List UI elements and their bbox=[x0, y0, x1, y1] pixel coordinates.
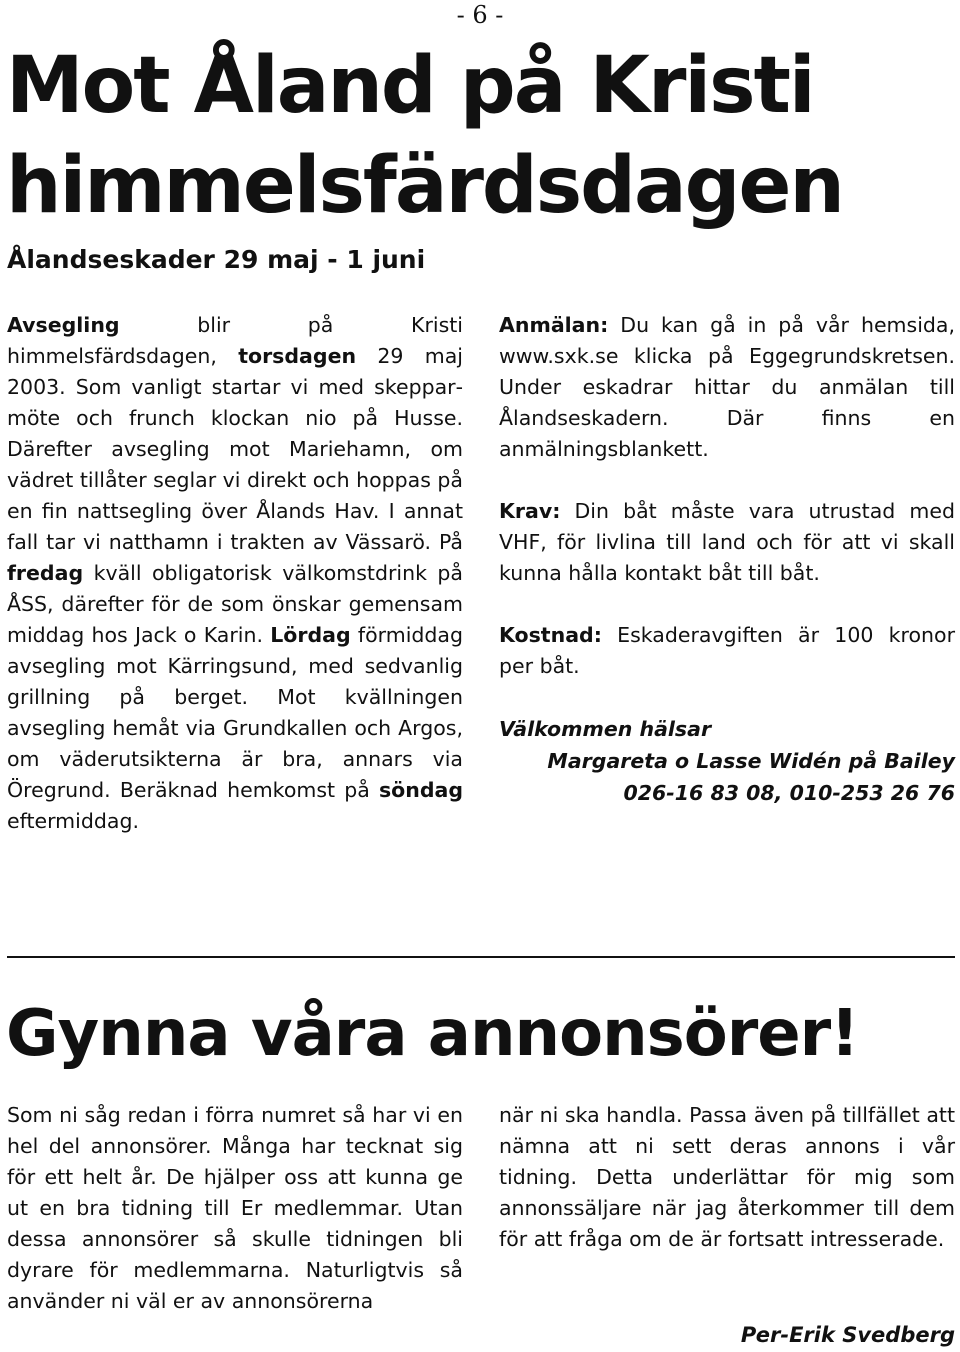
paragraph-gap bbox=[499, 465, 955, 496]
itinerary-text-b: 29 maj 2003. Som vanligt startar vi med skepparmöte och frunch klockan nio på Husse. Därefter avsegling mot Mariehamn, om vädret tillåter seglar vi direkt och hoppas på en fin nattsegling över Ålands Hav. I annat fall tar vi natthamn i trakten av Vässarö. På bbox=[7, 344, 463, 554]
article-title-line-1: Mot Åland på Kristi bbox=[6, 41, 814, 131]
article-body-right-column bbox=[499, 310, 955, 809]
requirements-text: Din båt måste vara utrustad med VHF, för livlina till land och för att vi skall kunna hålla kontakt båt till båt. bbox=[499, 499, 955, 585]
article-body-left-column bbox=[7, 310, 463, 837]
krav-label: Krav: bbox=[499, 499, 561, 523]
itinerary-text-c: kväll obligatorisk välkomstdrink på ÅSS, därefter för de som önskar gemensam middag hos Jack o Karin. bbox=[7, 561, 463, 647]
advertisers-left-column bbox=[7, 1100, 463, 1317]
cost-text: Eskaderavgiften är 100 kronor per båt. bbox=[499, 623, 955, 678]
paragraph-gap bbox=[499, 682, 955, 713]
page-number: - 6 - bbox=[456, 1, 504, 29]
avsegling-label: Avsegling bbox=[7, 313, 120, 337]
advertisers-right-column bbox=[499, 1100, 955, 1255]
advertisers-text-right: när ni ska handla. Passa även på tillfället att nämna att ni sett deras annons i vår tidning. Detta underlättar för mig som annonssäljare när jag återkommer till dem för att fråga om de är fortsatt intresserade. bbox=[499, 1103, 955, 1251]
signer-line: Margareta o Lasse Widén på Bailey bbox=[547, 749, 955, 773]
itinerary-text-d: förmiddag avsegling mot Kärringsund, med sedvanlig grillning på berget. Mot kvällningen avsegling hemåt via Grundkallen och Argos, om väderutsikterna är bra, annars via Öregrund. Beräknad hemkomst på bbox=[7, 623, 463, 802]
anmalan-label: Anmälan: bbox=[499, 313, 609, 337]
advertisers-text-left: Som ni såg redan i förra numret så har vi en hel del annonsörer. Många har tecknat sig för ett helt år. De hjälper oss att kunna ge ut en bra tidning till Er medlemmar. Utan dessa annonsörer så skulle tidningen bli dyrare för medlemmarna. Naturligtvis så använder ni väl er av annonsörerna bbox=[7, 1103, 463, 1313]
torsdagen-label: torsdagen bbox=[238, 344, 357, 368]
registration-text: Du kan gå in på vår hemsida, www.sxk.se klicka på Eggegrundskretsen. Under eskadrar hittar du anmälan till Ålandseskadern. Där finns en anmälningsblankett. bbox=[499, 313, 955, 461]
article-title-line-2: himmelsfärdsdagen bbox=[6, 141, 843, 231]
lordag-label: Lördag bbox=[270, 623, 351, 647]
itinerary-paragraph bbox=[7, 310, 463, 837]
fredag-label: fredag bbox=[7, 561, 84, 585]
paragraph-gap bbox=[499, 589, 955, 620]
cost-paragraph bbox=[499, 620, 955, 682]
article-subtitle: Ålandseskader 29 maj - 1 juni bbox=[7, 245, 426, 274]
greeting-line: Välkommen hälsar bbox=[499, 717, 712, 741]
registration-paragraph bbox=[499, 310, 955, 465]
author-signature: Per-Erik Svedberg bbox=[740, 1323, 955, 1347]
requirements-paragraph bbox=[499, 496, 955, 589]
section-title: Gynna våra annonsörer! bbox=[6, 997, 859, 1071]
sondag-label: söndag bbox=[378, 778, 463, 802]
section-divider bbox=[7, 956, 955, 958]
kostnad-label: Kostnad: bbox=[499, 623, 602, 647]
phone-numbers: 026-16 83 08, 010-253 26 76 bbox=[623, 781, 955, 805]
itinerary-text-a: blir på Kristi himmelsfärdsdagen, bbox=[7, 313, 463, 368]
itinerary-text-e: eftermiddag. bbox=[7, 809, 139, 833]
